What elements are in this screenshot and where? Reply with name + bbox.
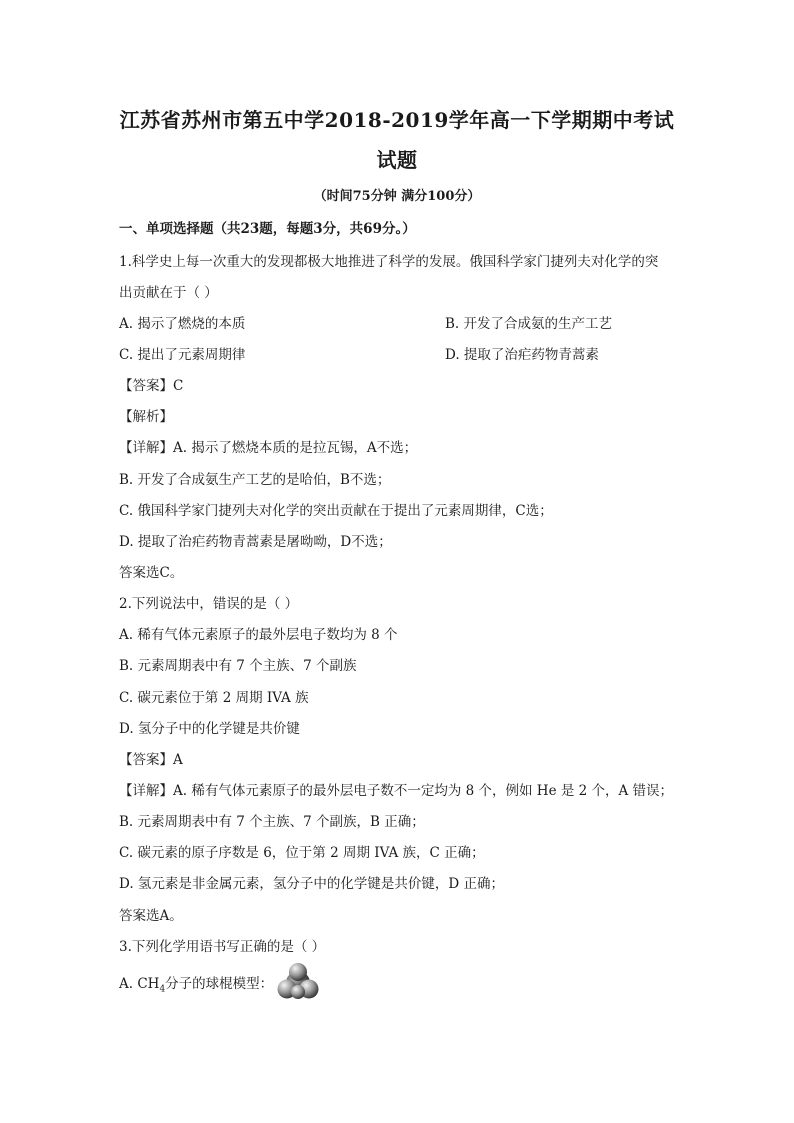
q1-option-b: B. 开发了合成氨的生产工艺 [445,316,613,332]
q1-conclusion: 答案选C。 [119,565,184,581]
q2-option-c: C. 碳元素位于第 2 周期 IVA 族 [119,690,309,706]
q1-answer: 【答案】C [119,378,184,394]
q1-stem-line1: 1.科学史上每一次重大的发现都极大地推进了科学的发展。俄国科学家门捷列夫对化学的突 [119,254,659,270]
q2-option-b: B. 元素周期表中有 7 个主族、7 个副族 [119,658,357,674]
q2-detail-a: 【详解】A. 稀有气体元素原子的最外层电子数不一定均为 8 个，例如 He 是 2 个，A 错误； [119,783,674,799]
q2-option-a: A. 稀有气体元素原子的最外层电子数均为 8 个 [119,627,398,643]
section-heading: 一、单项选择题（共23题，每题3分，共69分。） [119,221,416,237]
q1-detail-d: D. 提取了治疟药物青蒿素是屠呦呦，D不选； [119,534,392,550]
q1-analysis-label: 【解析】 [119,409,173,425]
document-title-continued: 试题 [376,148,418,172]
q1-stem-line2: 出贡献在于（ ） [119,285,218,301]
q1-option-d: D. 提取了治疟药物青蒿素 [445,347,599,363]
q3-option-a [119,972,273,995]
q1-option-c: C. 提出了元素周期律 [119,347,246,363]
q2-detail-b: B. 元素周期表中有 7 个主族、7 个副族，B 正确； [119,814,425,830]
q1-detail-c: C. 俄国科学家门捷列夫对化学的突出贡献在于提出了元素周期律，C选； [119,503,553,519]
q1-option-a: A. 揭示了燃烧的本质 [119,316,246,332]
exam-info: （时间75分钟 满分100分） [313,189,481,204]
q1-detail-a: 【详解】A. 揭示了燃烧本质的是拉瓦锡，A不选； [119,440,418,456]
q2-stem: 2.下列说法中，错误的是（ ） [119,596,299,612]
q3-option-a-prefix: A. CH [119,976,160,992]
document-title: 江苏省苏州市第五中学2018-2019学年高一下学期期中考试 [119,108,675,132]
q1-detail-b: B. 开发了合成氨生产工艺的是哈伯，B不选； [119,472,391,488]
q3-option-a-subscript: 4 [159,984,166,995]
q3-stem: 3.下列化学用语书写正确的是（ ） [119,939,326,955]
q2-detail-d: D. 氢元素是非金属元素，氢分子中的化学键是共价键，D 正确； [119,876,505,892]
q2-conclusion: 答案选A。 [119,908,183,924]
ch4-ball-model-image [276,962,320,1002]
q2-answer: 【答案】A [119,752,183,768]
q3-option-a-suffix: 分子的球棍模型： [165,976,274,992]
q2-option-d: D. 氢分子中的化学键是共价键 [119,721,300,737]
q2-detail-c: C. 碳元素的原子序数是 6，位于第 2 周期 IVA 族，C 正确； [119,845,485,861]
